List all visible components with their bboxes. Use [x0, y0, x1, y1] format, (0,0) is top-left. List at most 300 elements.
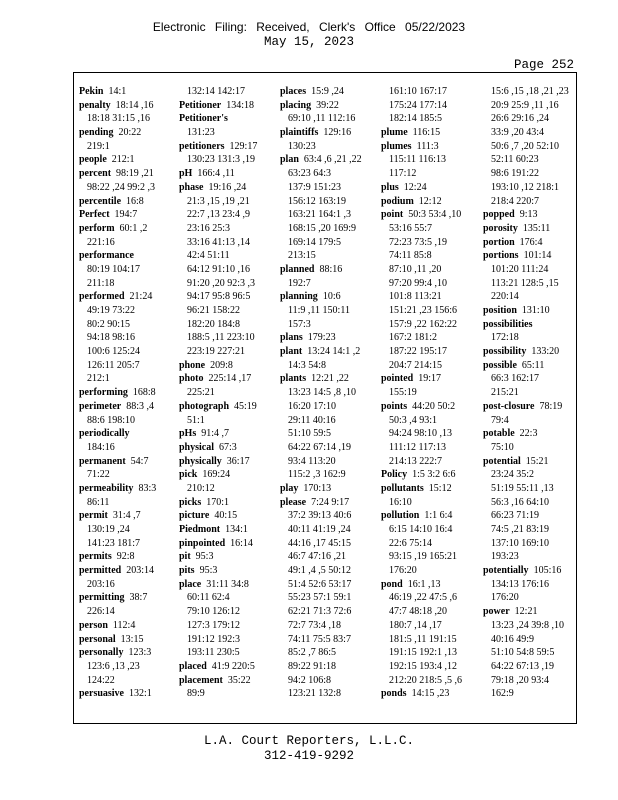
index-continuation	[280, 687, 362, 701]
index-continuation	[381, 345, 469, 359]
index-reference: 192:15 193:4 ,12	[389, 660, 458, 672]
index-continuation	[79, 414, 165, 428]
index-continuation	[179, 619, 261, 633]
index-entry	[280, 482, 362, 496]
index-reference: 123:21 132:8	[288, 688, 342, 700]
index-continuation	[381, 619, 469, 633]
index-continuation	[483, 140, 571, 154]
index-reference: 55:23 57:1 59:1	[288, 592, 352, 604]
index-reference: 16:10	[389, 496, 412, 508]
index-reference: 22:6 75:14	[389, 537, 433, 549]
index-reference: 74:11 75:5 83:7	[288, 633, 351, 645]
index-reference: 15:21	[525, 455, 549, 467]
index-reference: 135:11	[522, 222, 551, 234]
index-reference: 50:3 ,4 93:1	[389, 414, 438, 426]
index-continuation	[483, 687, 571, 701]
index-reference: 151:21 ,23 156:6	[389, 305, 458, 316]
index-continuation	[483, 591, 571, 605]
index-continuation	[381, 414, 469, 428]
index-reference: 65:11	[521, 359, 545, 371]
index-reference: 168:15 ,20 169:9	[288, 222, 357, 234]
index-entry	[381, 140, 469, 154]
index-continuation	[280, 605, 362, 619]
index-reference: 72:7 73:4 ,18	[288, 619, 342, 631]
index-reference: 137:9 151:23	[288, 181, 342, 193]
index-entry	[179, 112, 261, 126]
index-continuation	[483, 550, 571, 564]
filing-stamp: Electronic Filing: Received, Clerk's Office 05/22/2023	[152, 20, 466, 34]
index-reference: 15:6 ,15 ,18 ,21 ,23	[491, 86, 569, 97]
index-reference: 46:7 47:16 ,21	[288, 551, 347, 563]
index-term: Petitioner	[179, 99, 222, 111]
index-continuation	[179, 290, 261, 304]
index-term: portion	[483, 236, 515, 248]
index-continuation	[483, 195, 571, 209]
index-reference: 192:7	[288, 277, 311, 289]
index-continuation	[179, 263, 261, 277]
index-entry	[79, 400, 165, 414]
index-entry	[79, 208, 165, 222]
index-reference: 101:20 111:24	[491, 263, 549, 275]
index-continuation	[381, 633, 469, 647]
index-reference: 19:16 ,24	[208, 181, 247, 193]
index-term: personal	[79, 633, 116, 645]
index-reference: 51:19 55:11 ,13	[491, 482, 554, 494]
index-continuation	[381, 99, 469, 113]
index-reference: 112:4	[112, 619, 136, 631]
index-continuation	[280, 550, 362, 564]
index-reference: 126:11 205:7	[87, 359, 140, 371]
index-continuation	[179, 318, 261, 332]
index-continuation	[483, 372, 571, 386]
index-reference: 220:14	[491, 291, 519, 303]
index-term: persuasive	[79, 688, 124, 700]
index-term: placement	[179, 674, 223, 686]
index-continuation	[79, 181, 165, 195]
index-continuation	[179, 126, 261, 140]
index-reference: 193:11 230:5	[187, 647, 240, 659]
index-reference: 54:7	[130, 455, 149, 467]
index-continuation	[381, 550, 469, 564]
index-entry	[483, 427, 571, 441]
index-reference: 134:1	[225, 524, 248, 535]
index-term: plumes	[381, 140, 412, 152]
index-entry	[483, 605, 571, 619]
index-reference: 94:2 106:8	[288, 674, 332, 686]
index-continuation	[381, 441, 469, 455]
index-entry	[179, 441, 261, 455]
index-continuation	[179, 249, 261, 263]
index-reference: 52:11 60:23	[491, 154, 539, 166]
index-reference: 182:20 184:8	[187, 318, 241, 330]
index-term: possibility	[483, 346, 527, 358]
index-continuation	[381, 674, 469, 688]
index-reference: 111:12 117:13	[389, 441, 446, 453]
index-continuation	[179, 195, 261, 209]
index-term: plant	[280, 346, 303, 358]
index-reference: 75:10	[491, 441, 514, 453]
index-reference: 20:22	[118, 127, 142, 139]
index-continuation	[483, 414, 571, 428]
index-continuation	[179, 386, 261, 400]
index-continuation	[381, 455, 469, 469]
index-continuation	[280, 222, 362, 236]
index-continuation	[483, 112, 571, 126]
index-term: plus	[381, 181, 399, 193]
index-reference: 134:13 176:16	[491, 578, 550, 590]
index-reference: 69:10 ,11 112:16	[288, 113, 356, 125]
index-reference: 97:20 99:4 ,10	[389, 277, 448, 289]
index-continuation	[483, 496, 571, 510]
index-continuation	[79, 345, 165, 359]
index-reference: 13:23 ,24 39:8 ,10	[491, 619, 565, 631]
index-term: pollutants	[381, 482, 424, 494]
index-continuation	[280, 537, 362, 551]
index-reference: 26:6 29:16 ,24	[491, 113, 550, 125]
index-continuation	[179, 153, 261, 167]
index-reference: 157:9 ,22 162:22	[389, 318, 458, 330]
index-continuation	[280, 400, 362, 414]
index-reference: 44:16 ,17 45:15	[288, 537, 352, 549]
index-reference: 212:1	[111, 154, 135, 166]
index-reference: 155:19	[389, 387, 417, 399]
index-term: performance	[79, 250, 134, 262]
index-reference: 123:6 ,13 ,23	[87, 660, 140, 672]
index-continuation	[79, 496, 165, 510]
index-reference: 212:1	[87, 373, 110, 385]
index-continuation	[79, 236, 165, 250]
index-reference: 60:1 ,2	[119, 222, 148, 234]
index-reference: 168:8	[132, 387, 156, 399]
index-reference: 51:10 59:5	[288, 428, 332, 440]
index-term: pick	[179, 469, 198, 481]
index-term: pinpointed	[179, 537, 226, 549]
index-entry	[79, 455, 165, 469]
index-term: planning	[280, 291, 318, 303]
index-reference: 117:12	[389, 168, 417, 180]
index-continuation	[483, 578, 571, 592]
index-reference: 141:23 181:7	[87, 537, 141, 549]
index-reference: 79:18 ,20 93:4	[491, 674, 550, 686]
index-reference: 184:16	[87, 441, 115, 453]
index-reference: 86:11	[87, 496, 110, 508]
index-term: position	[483, 305, 517, 316]
index-reference: 157:3	[288, 318, 311, 330]
index-entry	[179, 455, 261, 469]
index-reference: 162:9	[491, 688, 514, 700]
index-continuation	[381, 386, 469, 400]
index-entry	[79, 427, 165, 441]
index-reference: 213:15	[288, 250, 316, 262]
index-continuation	[179, 304, 261, 318]
index-reference: 156:12 163:19	[288, 195, 347, 207]
index-term: phone	[179, 359, 206, 371]
index-entry	[179, 99, 261, 113]
index-continuation	[79, 523, 165, 537]
index-continuation	[280, 441, 362, 455]
index-reference: 100:6 125:24	[87, 346, 141, 358]
index-term: permitting	[79, 592, 125, 604]
index-continuation	[381, 646, 469, 660]
index-continuation	[280, 167, 362, 181]
index-reference: 13:23 14:5 ,8 ,10	[288, 387, 357, 399]
index-reference: 74:11 85:8	[389, 250, 432, 262]
index-reference: 163:21 164:1 ,3	[288, 209, 352, 221]
index-reference: 223:19 227:21	[187, 346, 246, 358]
index-continuation	[280, 140, 362, 154]
index-term: plan	[280, 154, 299, 166]
index-reference: 16:1 ,13	[407, 578, 441, 590]
index-entry	[280, 372, 362, 386]
index-continuation	[483, 386, 571, 400]
index-entry	[179, 140, 261, 154]
index-column-2	[179, 85, 261, 701]
index-entry	[79, 167, 165, 181]
index-reference: 193:23	[491, 551, 519, 563]
index-entry	[280, 85, 362, 99]
index-reference: 127:3 179:12	[187, 619, 241, 631]
index-entry	[483, 455, 571, 469]
index-reference: 40:15	[214, 510, 238, 522]
index-reference: 101:14	[523, 250, 552, 262]
index-continuation	[381, 427, 469, 441]
index-reference: 49:19 73:22	[87, 305, 136, 316]
index-continuation	[179, 605, 261, 619]
index-continuation	[179, 277, 261, 291]
index-reference: 64:12 91:10 ,16	[187, 263, 251, 275]
index-continuation	[483, 633, 571, 647]
index-continuation	[280, 414, 362, 428]
index-continuation	[381, 523, 469, 537]
index-reference: 115:2 ,3 162:9	[288, 469, 346, 481]
index-continuation	[381, 318, 469, 332]
index-continuation	[179, 85, 261, 99]
index-reference: 49:1 ,4 ,5 50:12	[288, 565, 352, 577]
index-reference: 45:19	[234, 400, 257, 412]
index-entry	[179, 550, 261, 564]
index-term: podium	[381, 195, 414, 207]
index-table	[73, 72, 577, 724]
index-continuation	[483, 537, 571, 551]
index-entry	[483, 359, 571, 373]
index-continuation	[483, 619, 571, 633]
index-term: picks	[179, 496, 202, 508]
index-reference: 7:24 9:17	[311, 496, 350, 508]
index-reference: 44:20 50:2	[412, 400, 456, 412]
index-reference: 1:5 3:2 6:6	[412, 469, 456, 481]
index-continuation	[280, 304, 362, 318]
index-entry	[79, 126, 165, 140]
index-reference: 101:8 113:21	[389, 291, 442, 303]
index-reference: 93:15 ,19 165:21	[389, 551, 458, 563]
index-reference: 89:22 91:18	[288, 660, 337, 672]
index-continuation	[280, 660, 362, 674]
index-reference: 6:15 14:10 16:4	[389, 524, 453, 535]
index-term: plans	[280, 332, 303, 344]
index-entry	[179, 167, 261, 181]
index-reference: 12:21 ,22	[311, 373, 349, 385]
index-continuation	[280, 277, 362, 291]
index-continuation	[483, 85, 571, 99]
index-continuation	[381, 153, 469, 167]
index-continuation	[381, 591, 469, 605]
index-term: pond	[381, 578, 403, 590]
index-reference: 67:3	[219, 441, 237, 453]
index-reference: 181:5 ,11 191:15	[389, 633, 457, 645]
index-reference: 87:10 ,11 ,20	[389, 263, 442, 275]
index-entry	[381, 126, 469, 140]
index-reference: 50:3 53:4 ,10	[408, 209, 462, 221]
index-reference: 1:1 6:4	[424, 510, 453, 522]
index-entry	[179, 427, 261, 441]
index-reference: 105:16	[533, 565, 562, 577]
index-reference: 203:14	[126, 565, 154, 577]
index-reference: 92:8	[116, 551, 135, 563]
index-term: post-closure	[483, 400, 535, 412]
index-continuation	[381, 660, 469, 674]
index-term: personally	[79, 647, 124, 659]
index-entry	[79, 99, 165, 113]
index-reference: 64:22 67:14 ,19	[288, 441, 352, 453]
index-continuation	[280, 591, 362, 605]
index-term: photograph	[179, 400, 230, 412]
index-reference: 71:22	[87, 469, 110, 481]
index-entry	[79, 249, 165, 263]
index-term: planned	[280, 263, 315, 275]
index-column-3	[280, 85, 362, 701]
index-entry	[280, 99, 362, 113]
index-reference: 170:13	[303, 482, 332, 494]
index-entry	[79, 153, 165, 167]
index-continuation	[483, 441, 571, 455]
index-reference: 137:10 169:10	[491, 537, 550, 549]
index-reference: 211:18	[87, 277, 115, 289]
index-reference: 16:14	[230, 537, 253, 549]
page-number: Page 252	[513, 58, 574, 72]
index-entry	[79, 564, 165, 578]
index-continuation	[483, 263, 571, 277]
index-reference: 13:15	[120, 633, 144, 645]
index-reference: 46:19 ,22 47:5 ,6	[389, 592, 458, 604]
index-reference: 35:22	[227, 674, 251, 686]
index-continuation	[280, 427, 362, 441]
index-term: penalty	[79, 99, 111, 111]
index-term: pH	[179, 168, 193, 180]
index-reference: 14:3 54:8	[288, 359, 327, 371]
index-continuation	[280, 578, 362, 592]
index-reference: 169:14 179:5	[288, 236, 342, 248]
index-entry	[280, 290, 362, 304]
index-reference: 221:16	[87, 236, 115, 248]
index-term: plume	[381, 127, 408, 139]
index-continuation	[79, 140, 165, 154]
index-term: placing	[280, 99, 312, 111]
index-continuation	[280, 112, 362, 126]
index-term: points	[381, 400, 408, 412]
index-continuation	[179, 633, 261, 647]
index-entry	[79, 687, 165, 701]
index-term: possible	[483, 359, 517, 371]
index-reference: 172:18	[491, 332, 519, 344]
index-continuation	[280, 619, 362, 633]
index-reference: 66:23 71:19	[491, 510, 540, 522]
index-term: Perfect	[79, 209, 110, 221]
index-reference: 23:24 35:2	[491, 469, 535, 481]
index-continuation	[483, 468, 571, 482]
index-term: picture	[179, 510, 210, 522]
index-continuation	[179, 591, 261, 605]
index-reference: 14:1	[108, 86, 127, 97]
index-reference: 132:1	[129, 688, 152, 700]
index-entry	[483, 345, 571, 359]
index-reference: 194:7	[114, 209, 138, 221]
index-continuation	[483, 99, 571, 113]
index-reference: 11:9 ,11 150:11	[288, 305, 350, 316]
index-term: permeability	[79, 482, 134, 494]
index-reference: 18:18 31:15 ,16	[87, 113, 151, 125]
index-reference: 94:18 98:16	[87, 332, 136, 344]
index-entry	[179, 359, 261, 373]
index-reference: 80:2 90:15	[87, 318, 131, 330]
index-term: please	[280, 496, 307, 508]
index-continuation	[79, 304, 165, 318]
index-reference: 203:16	[87, 578, 115, 590]
index-reference: 134:18	[226, 99, 254, 111]
index-entry	[381, 181, 469, 195]
index-continuation	[79, 660, 165, 674]
index-continuation	[483, 482, 571, 496]
index-reference: 16:8	[126, 195, 144, 207]
index-term: permanent	[79, 455, 126, 467]
index-entry	[179, 181, 261, 195]
index-continuation	[483, 126, 571, 140]
index-reference: 170:1	[206, 496, 230, 508]
index-reference: 60:11 62:4	[187, 592, 230, 604]
index-term: Petitioner's	[179, 113, 228, 125]
index-reference: 40:16 49:9	[491, 633, 535, 645]
index-term: person	[79, 619, 108, 631]
index-continuation	[381, 605, 469, 619]
index-reference: 204:7 214:15	[389, 359, 443, 371]
index-entry	[179, 578, 261, 592]
index-entry	[79, 386, 165, 400]
index-continuation	[280, 236, 362, 250]
index-column-4	[381, 85, 469, 701]
index-reference: 131:23	[187, 127, 215, 139]
index-continuation	[483, 331, 571, 345]
index-continuation	[381, 249, 469, 263]
index-continuation	[179, 208, 261, 222]
index-term: point	[381, 209, 404, 221]
index-continuation	[381, 304, 469, 318]
index-term: Piedmont	[179, 524, 221, 535]
index-entry	[179, 372, 261, 386]
index-entry	[179, 523, 261, 537]
index-entry	[280, 331, 362, 345]
index-entry	[79, 195, 165, 209]
index-continuation	[179, 236, 261, 250]
index-term: perform	[79, 222, 115, 234]
index-reference: 98:6 191:22	[491, 168, 540, 180]
index-continuation	[179, 414, 261, 428]
index-term: plaintiffs	[280, 127, 319, 139]
index-entry	[280, 496, 362, 510]
index-reference: 22:3	[519, 428, 538, 440]
index-reference: 51:10 54:8 59:5	[491, 647, 555, 659]
index-continuation	[79, 674, 165, 688]
index-reference: 214:13 222:7	[389, 455, 443, 467]
index-continuation	[280, 195, 362, 209]
